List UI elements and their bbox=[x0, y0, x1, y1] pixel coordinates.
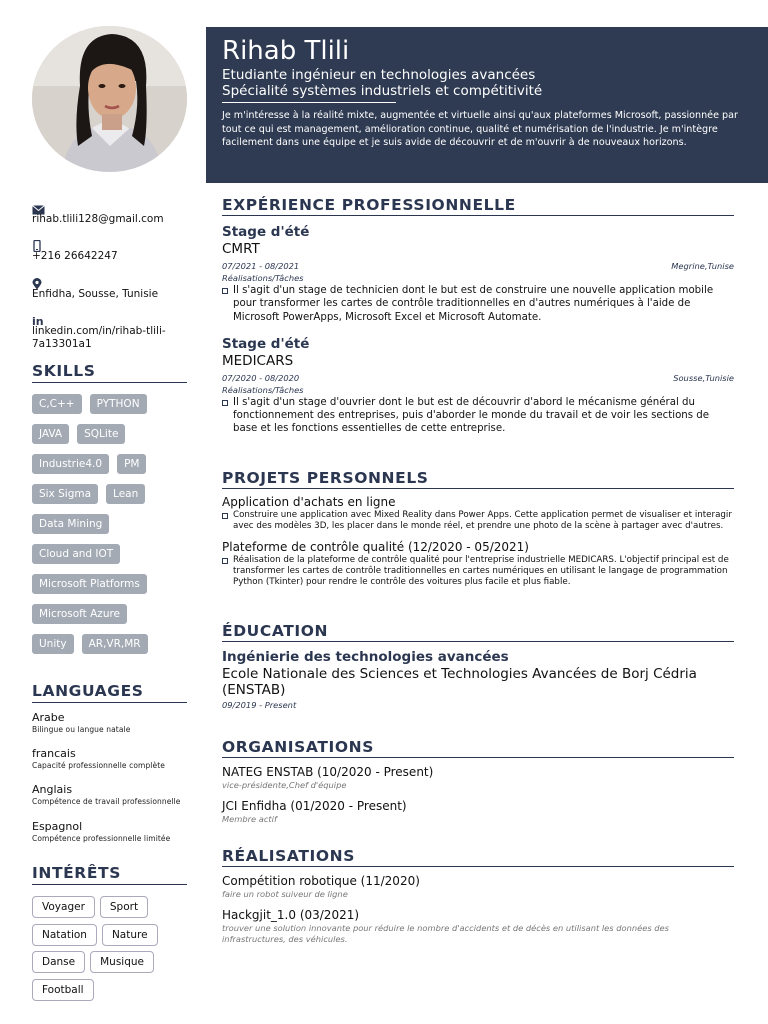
header-divider bbox=[222, 102, 396, 103]
skills-heading: SKILLS bbox=[32, 362, 187, 383]
tasks-label: Réalisations/Tâches bbox=[222, 273, 304, 283]
project-desc: Construire une application avec Mixed Reality dans Power Apps. Cette application permet de visualiser et interagir avec des modèles 3D, les placer dans le monde réel, et prendre une photo de la scène à partager avec d'autres. bbox=[222, 510, 734, 532]
education-school: Ecole Nationale des Sciences et Technologies Avancées de Borj Cédria (ENSTAB) bbox=[222, 666, 697, 698]
linkedin-text: linkedin.com/in/rihab-tlili-7a13301a1 bbox=[32, 325, 166, 350]
achievements-heading: RÉALISATIONS bbox=[222, 847, 734, 867]
education-entry bbox=[222, 649, 734, 711]
project-entry bbox=[222, 495, 734, 532]
header-banner bbox=[206, 27, 768, 183]
interest-tag: Musique bbox=[90, 951, 154, 973]
contact-location bbox=[32, 275, 192, 301]
organisations-heading: ORGANISATIONS bbox=[222, 738, 734, 758]
achievement-entry bbox=[222, 874, 734, 900]
location-text: Enfidha, Sousse, Tunisie bbox=[32, 288, 159, 300]
skill-tag: AR,VR,MR bbox=[82, 634, 148, 654]
interest-tag: Natation bbox=[32, 924, 97, 946]
interests-list bbox=[32, 895, 202, 1005]
linkedin-icon bbox=[32, 312, 192, 327]
skill-tag: Six Sigma bbox=[32, 484, 98, 504]
contact-email[interactable] bbox=[32, 200, 192, 226]
subtitle-line-2: Spécialité systèmes industriels et compétitivité bbox=[222, 83, 543, 99]
project-title: Application d'achats en ligne bbox=[222, 495, 396, 509]
job-place: Sousse,Tunisie bbox=[673, 372, 734, 383]
skill-tag: Cloud and IOT bbox=[32, 544, 120, 564]
skills-list bbox=[32, 392, 192, 662]
languages-heading: LANGUAGES bbox=[32, 682, 187, 703]
achievement-title: Hackgjit_1.0 (03/2021) bbox=[222, 908, 360, 922]
job-title: Stage d'été bbox=[222, 224, 310, 240]
interest-tag: Football bbox=[32, 979, 94, 1001]
education-degree: Ingénierie des technologies avancées bbox=[222, 649, 509, 665]
phone-icon bbox=[32, 237, 192, 249]
organisation-entry bbox=[222, 799, 734, 825]
experience-heading: EXPÉRIENCE PROFESSIONNELLE bbox=[222, 196, 734, 216]
job-company: CMRT bbox=[222, 241, 260, 257]
email-text: rihab.tlili128@gmail.com bbox=[32, 213, 164, 225]
profile-summary: Je m'intéresse à la réalité mixte, augmentée et virtuelle ainsi qu'aux plateformes Microsoft, passionnée par tout ce qui est management, amélioration continue, qualité et numérisation de l'industrie. Je m'intègre facilement dans une équipe et je suis avide de découvrir et de m'ouvrir à de nouveaux horizons. bbox=[222, 110, 738, 148]
projects-heading: PROJETS PERSONNELS bbox=[222, 469, 734, 489]
interests-heading: INTÉRÊTS bbox=[32, 864, 187, 885]
sidebar bbox=[0, 0, 206, 1024]
tasks-label: Réalisations/Tâches bbox=[222, 384, 304, 395]
language-level: Bilingue ou langue natale bbox=[32, 725, 131, 734]
education-section bbox=[222, 622, 734, 711]
projects-section bbox=[222, 469, 734, 588]
skill-tag: JAVA bbox=[32, 424, 69, 444]
interest-tag: Voyager bbox=[32, 896, 95, 918]
profile-photo bbox=[32, 26, 187, 172]
job-entry bbox=[222, 336, 734, 436]
language-level: Compétence professionnelle limitée bbox=[32, 834, 171, 843]
skill-tag: C,C++ bbox=[32, 394, 82, 414]
job-dates: 07/2020 - 08/2020 bbox=[222, 372, 300, 383]
job-entry bbox=[222, 224, 734, 324]
language-name: Anglais bbox=[32, 783, 73, 796]
language-item bbox=[32, 747, 197, 771]
task-bullet: Il s'agit d'un stage de technicien dont le but est de construire une nouvelle application mobile pour transformer les cartes de contrôle traditionnelles en d'autres numériques à l'aide de Microsoft PowerApps, Microsoft Excel et Microsoft Automate. bbox=[222, 284, 734, 324]
language-item bbox=[32, 783, 197, 807]
phone-text: +216 26642247 bbox=[32, 250, 118, 262]
skill-tag: Lean bbox=[106, 484, 145, 504]
organisations-section bbox=[222, 738, 734, 825]
achievement-title: Compétition robotique (11/2020) bbox=[222, 874, 420, 888]
skill-tag: Unity bbox=[32, 634, 74, 654]
organisation-role: vice-présidente,Chef d'équipe bbox=[222, 780, 347, 790]
interest-tag: Sport bbox=[100, 896, 148, 918]
task-bullet: Il s'agit d'un stage d'ouvrier dont le but est de découvrir d'abord le mécanisme général du fonctionnement des entreprises, puis d'aborder le monde du travail et de voir les sections de base et les fonctions essentielles de cette entreprise. bbox=[222, 396, 734, 436]
skill-tag: Data Mining bbox=[32, 514, 109, 534]
job-dates: 07/2021 - 08/2021 bbox=[222, 261, 300, 271]
project-title: Plateforme de contrôle qualité (12/2020 - 05/2021) bbox=[222, 540, 529, 554]
location-pin-icon bbox=[32, 275, 192, 287]
subtitle-line-1: Etudiante ingénieur en technologies avancées bbox=[222, 67, 536, 83]
skill-tag: PYTHON bbox=[90, 394, 147, 414]
achievement-desc: faire un robot suiveur de ligne bbox=[222, 889, 348, 899]
achievements-section bbox=[222, 847, 734, 945]
education-heading: ÉDUCATION bbox=[222, 622, 734, 642]
achievement-desc: trouver une solution innovante pour réduire le nombre d'accidents et de décès en utilisant les données des infrastructures, des véhicules. bbox=[222, 923, 669, 944]
language-level: Capacité professionnelle complète bbox=[32, 761, 165, 770]
language-name: francais bbox=[32, 747, 76, 760]
skill-tag: Microsoft Azure bbox=[32, 604, 127, 624]
language-name: Espagnol bbox=[32, 820, 83, 833]
language-name: Arabe bbox=[32, 711, 65, 724]
education-dates: 09/2019 - Present bbox=[222, 700, 297, 710]
organisation-role: Membre actif bbox=[222, 814, 277, 824]
contact-linkedin[interactable] bbox=[32, 312, 192, 351]
project-entry bbox=[222, 540, 734, 588]
job-place: Megrine,Tunise bbox=[671, 261, 734, 271]
interest-tag: Danse bbox=[32, 951, 85, 973]
language-item bbox=[32, 820, 197, 844]
contact-phone[interactable] bbox=[32, 237, 192, 263]
interest-tag: Nature bbox=[102, 924, 158, 946]
achievement-entry bbox=[222, 908, 734, 945]
organisation-title: NATEG ENSTAB (10/2020 - Present) bbox=[222, 765, 434, 779]
job-meta bbox=[222, 260, 734, 272]
language-item bbox=[32, 711, 197, 735]
project-desc: Réalisation de la plateforme de contrôle qualité pour l'entreprise industrielle MEDICARS. L'objectif principal est de transformer les cartes de contrôle traditionnelles en cartes numériques en utilisant le langage de programmation Python (Tkinter) pour rendre le contrôle des voitures plus facile et plus fiable. bbox=[222, 555, 734, 588]
envelope-icon bbox=[32, 200, 192, 212]
organisation-title: JCI Enfidha (01/2020 - Present) bbox=[222, 799, 407, 813]
skill-tag: SQLite bbox=[77, 424, 125, 444]
svg-text:in: in bbox=[32, 315, 44, 327]
skill-tag: Industrie4.0 bbox=[32, 454, 109, 474]
skill-tag: Microsoft Platforms bbox=[32, 574, 147, 594]
language-level: Compétence de travail professionnelle bbox=[32, 797, 181, 806]
person-name: Rihab Tlili bbox=[222, 36, 350, 66]
skill-tag: PM bbox=[117, 454, 146, 474]
experience-section bbox=[222, 196, 734, 436]
job-meta bbox=[222, 372, 734, 384]
organisation-entry bbox=[222, 765, 734, 791]
job-company: MEDICARS bbox=[222, 352, 294, 369]
job-title: Stage d'été bbox=[222, 335, 310, 352]
